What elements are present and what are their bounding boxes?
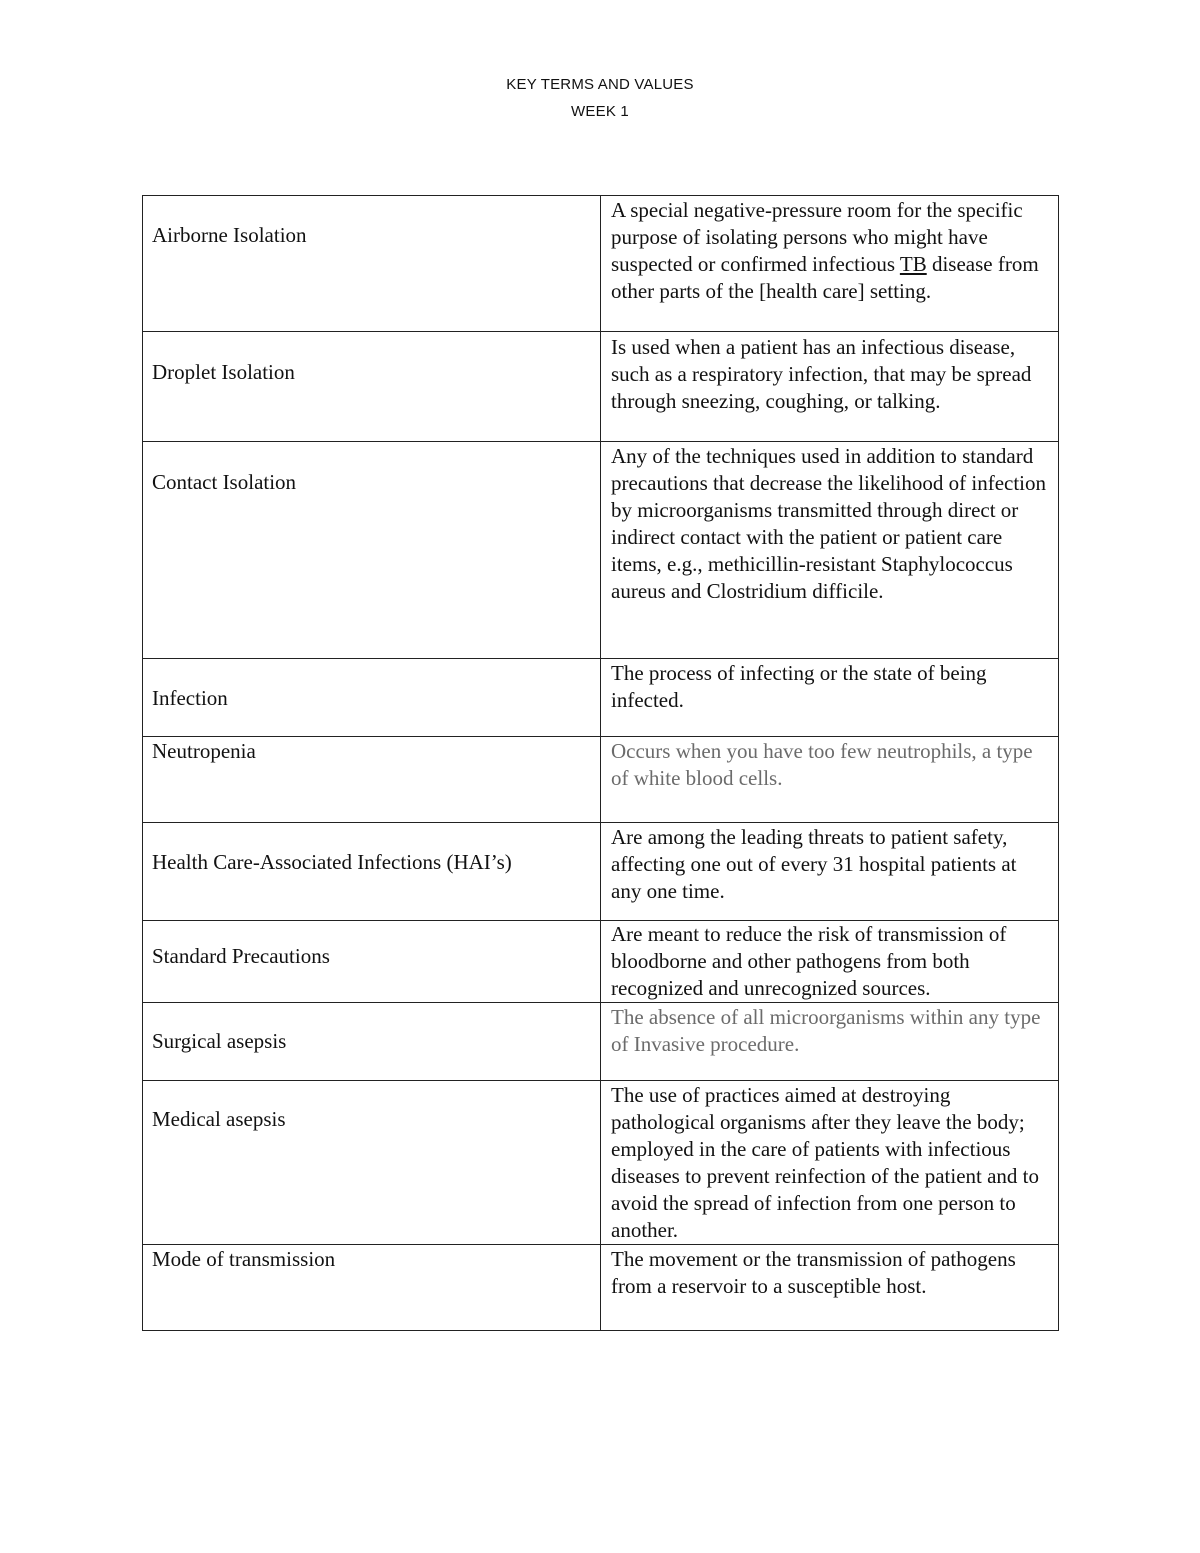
term-cell: [143, 737, 601, 823]
term-cell: [143, 659, 601, 737]
definition-cell: [601, 1003, 1059, 1081]
definition-cell: [601, 332, 1059, 442]
term-cell: [143, 921, 601, 1003]
definition-standard-precautions: Are meant to reduce the risk of transmission of bloodborne and other pathogens from both recognized and unrecognized sources.: [611, 922, 1007, 1000]
definition-text: A special negative-pressure room for the specific purpose of isolating persons who might have suspected or confirmed infectious: [611, 198, 1023, 276]
term-contact-isolation: Contact Isolation: [152, 470, 297, 494]
term-standard-precautions: Standard Precautions: [152, 944, 330, 968]
definition-cell: [601, 659, 1059, 737]
term-cell: [143, 1003, 601, 1081]
definition-surgical-asepsis: The absence of all microorganisms within any type of Invasive procedure.: [611, 1005, 1041, 1056]
document-subtitle: WEEK 1: [571, 103, 629, 120]
document-title: KEY TERMS AND VALUES: [506, 76, 694, 93]
table-row: [143, 1081, 1059, 1245]
definition-medical-asepsis: The use of practices aimed at destroying pathological organisms after they leave the body; employed in the care of patients with infectious diseases to prevent reinfection of the patient and to avoid the spread of infection from one person to another.: [611, 1083, 1040, 1242]
term-cell: [143, 1245, 601, 1331]
term-cell: [143, 1081, 601, 1245]
term-cell: [143, 442, 601, 659]
definition-contact-isolation: Any of the techniques used in addition to standard precautions that decrease the likelihood of infection by microorganisms transmitted through direct or indirect contact with the patient or patient care items, e.g., methicillin-resistant Staphylococcus aureus and Clostridium difficile.: [611, 444, 1047, 603]
tb-link[interactable]: TB: [899, 252, 927, 276]
table-row: [143, 737, 1059, 823]
term-droplet-isolation: Droplet Isolation: [152, 360, 295, 384]
definition-cell: [601, 196, 1059, 332]
definition-cell: [601, 1245, 1059, 1331]
table-row: [143, 823, 1059, 921]
definition-cell: [601, 1081, 1059, 1245]
definition-cell: [601, 921, 1059, 1003]
term-cell: [143, 823, 601, 921]
table-row: [143, 1245, 1059, 1331]
term-mode-of-transmission: Mode of transmission: [152, 1247, 336, 1271]
definition-cell: [601, 442, 1059, 659]
table-row: [143, 196, 1059, 332]
definition-airborne-isolation: [611, 197, 1050, 305]
definition-neutropenia: Occurs when you have too few neutrophils, a type of white blood cells.: [611, 739, 1033, 790]
definition-cell: [601, 737, 1059, 823]
table-row: [143, 659, 1059, 737]
term-cell: [143, 332, 601, 442]
table-row: [143, 332, 1059, 442]
term-neutropenia: Neutropenia: [152, 739, 256, 763]
table-row: [143, 442, 1059, 659]
definition-text: disease from other parts of the [health care] setting.: [611, 252, 1039, 303]
term-infection: Infection: [152, 686, 228, 710]
term-cell: [143, 196, 601, 332]
definition-cell: [601, 823, 1059, 921]
table-row: [143, 1003, 1059, 1081]
term-hai: Health Care-Associated Infections (HAI’s): [152, 850, 512, 874]
definition-hai: Are among the leading threats to patient safety, affecting one out of every 31 hospital patients at any one time.: [611, 825, 1017, 903]
table-row: [143, 921, 1059, 1003]
key-terms-table: [142, 195, 1059, 1331]
term-airborne-isolation: Airborne Isolation: [152, 223, 307, 247]
definition-droplet-isolation: Is used when a patient has an infectious disease, such as a respiratory infection, that may be spread through sneezing, coughing, or talking.: [611, 335, 1032, 413]
definition-infection: The process of infecting or the state of being infected.: [611, 661, 987, 712]
term-surgical-asepsis: Surgical asepsis: [152, 1029, 287, 1053]
term-medical-asepsis: Medical asepsis: [152, 1107, 286, 1131]
definition-mode-of-transmission: The movement or the transmission of pathogens from a reservoir to a susceptible host.: [611, 1247, 1016, 1298]
